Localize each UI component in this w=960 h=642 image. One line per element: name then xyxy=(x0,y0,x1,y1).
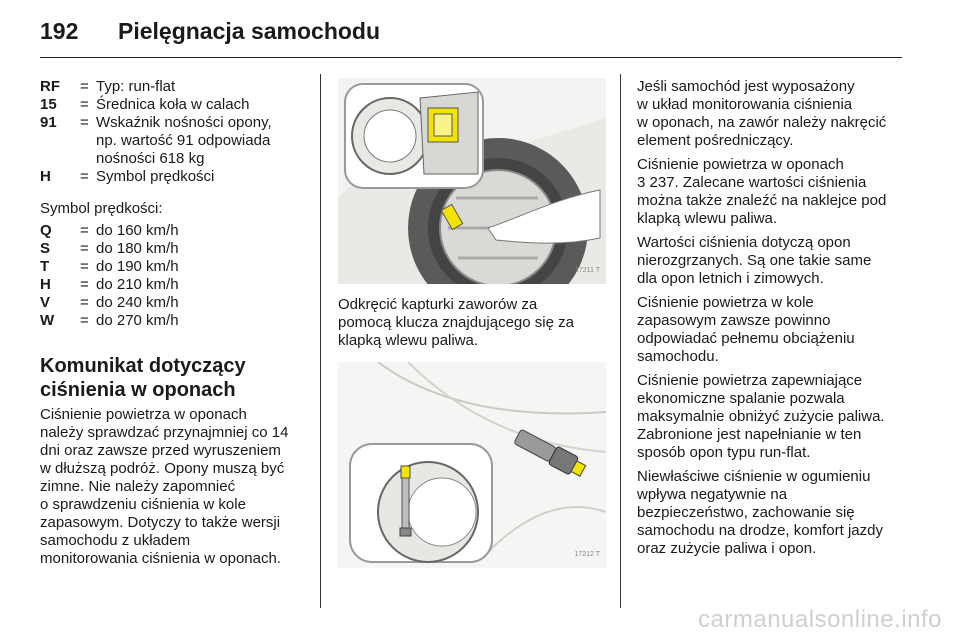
def-desc: do 210 km/h xyxy=(96,276,179,293)
text-line: w układ monitorowania ciśnienia xyxy=(637,96,853,113)
text-line: oraz zużycie paliwa i opon. xyxy=(637,540,817,557)
speed-intro: Symbol prędkości: xyxy=(40,200,163,217)
def-term: T xyxy=(40,258,50,275)
paragraph xyxy=(637,372,907,462)
text-line: Ciśnienie powietrza w oponach xyxy=(637,156,844,173)
def-row xyxy=(40,114,310,168)
text-line: odpowiadać pełnemu obciążeniu xyxy=(637,330,855,347)
def-row xyxy=(40,240,310,258)
text-line: pomocą klucza znajdującego się za xyxy=(338,314,574,331)
def-line: nośności 618 kg xyxy=(96,150,205,167)
def-eq: = xyxy=(80,168,89,185)
text-line: dni oraz zawsze przed wyruszeniem xyxy=(40,442,281,459)
text-line: nierozgrzanych. Są one takie same xyxy=(637,252,872,269)
text-line: można także znaleźć na naklejce pod xyxy=(637,192,887,209)
page-title: Pielęgnacja samochodu xyxy=(118,18,381,44)
column-left xyxy=(40,78,310,568)
def-desc: do 240 km/h xyxy=(96,294,179,311)
paragraph xyxy=(637,468,907,558)
def-desc: do 190 km/h xyxy=(96,258,179,275)
def-desc xyxy=(96,78,310,96)
def-row xyxy=(40,78,310,96)
def-eq: = xyxy=(80,78,89,95)
def-eq: = xyxy=(80,222,89,239)
def-desc xyxy=(96,114,310,168)
text-line: zimne. Nie należy zapomnieć xyxy=(40,478,236,495)
paragraph xyxy=(637,78,907,150)
text-line: Odkręcić kapturki zaworów za xyxy=(338,296,538,313)
def-line: Typ: run-flat xyxy=(96,78,176,95)
text-line: Ciśnienie powietrza w kole xyxy=(637,294,814,311)
text-line: samochodu z układem xyxy=(40,532,191,549)
heading-line: ciśnienia w oponach xyxy=(40,379,236,401)
text-line: ekonomiczne spalanie pozwala xyxy=(637,390,845,407)
tire-code-list xyxy=(40,78,310,186)
def-line: Średnica koła w calach xyxy=(96,96,250,113)
def-term: Q xyxy=(40,222,52,239)
def-term: 91 xyxy=(40,114,57,131)
paragraph xyxy=(637,156,907,228)
text-line: Ciśnienie powietrza w oponach xyxy=(40,406,247,423)
def-row xyxy=(40,168,310,186)
text-line: wpływa negatywnie na xyxy=(637,486,788,503)
figure-code: 17212 T xyxy=(574,551,600,558)
spacer xyxy=(40,330,310,354)
spacer xyxy=(338,350,610,362)
column-right xyxy=(637,78,907,558)
column-middle xyxy=(338,78,610,568)
header-rule xyxy=(40,57,902,58)
def-row xyxy=(40,276,310,294)
text-line: element pośredniczący. xyxy=(637,132,794,149)
paragraph xyxy=(637,294,907,366)
spacer xyxy=(338,284,610,296)
illustration-valve-adapter xyxy=(338,362,606,568)
figure-code: 17211 T xyxy=(574,267,600,274)
page-number: 192 xyxy=(40,18,79,44)
text-line: zapasowym zawsze powinno xyxy=(637,312,831,329)
text-line: dla opon letnich i zimowych. xyxy=(637,270,824,287)
text-line: Jeśli samochód jest wyposażony xyxy=(637,78,855,95)
text-line: o sprawdzeniu ciśnienia w kole xyxy=(40,496,246,513)
def-term: H xyxy=(40,276,51,293)
figure-valve-cap-key xyxy=(338,78,606,284)
def-line: Symbol prędkości xyxy=(96,168,215,185)
def-row xyxy=(40,258,310,276)
def-term: H xyxy=(40,168,51,185)
text-line: klapką wlewu paliwa. xyxy=(338,332,479,349)
paragraph xyxy=(637,234,907,288)
text-line: monitorowania ciśnienia w oponach. xyxy=(40,550,281,567)
def-eq: = xyxy=(80,294,89,311)
def-desc xyxy=(96,168,310,186)
def-row xyxy=(40,294,310,312)
section-heading xyxy=(40,354,310,402)
def-eq: = xyxy=(80,276,89,293)
text-line: sposób opon typu run-flat. xyxy=(637,444,811,461)
def-row xyxy=(40,222,310,240)
def-eq: = xyxy=(80,114,89,131)
spacer xyxy=(40,186,310,200)
text-line: Ciśnienie powietrza zapewniające xyxy=(637,372,863,389)
def-row xyxy=(40,96,310,114)
def-line: np. wartość 91 odpowiada xyxy=(96,132,271,149)
footer-watermark: carmanualsonline.info xyxy=(698,606,942,633)
column-divider xyxy=(620,74,621,608)
def-eq: = xyxy=(80,258,89,275)
text-line: należy sprawdzać przynajmniej co 14 xyxy=(40,424,289,441)
illustration-fuel-flap-key xyxy=(338,78,606,284)
def-term: 15 xyxy=(40,96,57,113)
def-term: W xyxy=(40,312,55,329)
def-eq: = xyxy=(80,240,89,257)
def-eq: = xyxy=(80,312,89,329)
text-line: Wartości ciśnienia dotyczą opon xyxy=(637,234,851,251)
text-line: Niewłaściwe ciśnienie w ogumieniu xyxy=(637,468,871,485)
page-reference-link: 3 237. Zalecane wartości ciśnienia xyxy=(637,174,867,191)
def-term: V xyxy=(40,294,51,311)
def-desc: do 270 km/h xyxy=(96,312,179,329)
text-line: zapasowym. Dotyczy to także wersji xyxy=(40,514,281,531)
speed-symbol-list xyxy=(40,222,310,330)
def-line: Wskaźnik nośności opony, xyxy=(96,114,272,131)
heading-line: Komunikat dotyczący xyxy=(40,355,246,377)
def-term: RF xyxy=(40,78,60,95)
text-line: bezpieczeństwo, zachowanie się xyxy=(637,504,855,521)
text-line: w dłuższą podróż. Opony muszą być xyxy=(40,460,285,477)
def-term: S xyxy=(40,240,51,257)
text-line: maksymalnie obniżyć zużycie paliwa. xyxy=(637,408,885,425)
figure-valve-adapter xyxy=(338,362,606,568)
def-eq: = xyxy=(80,96,89,113)
def-row xyxy=(40,312,310,330)
def-desc xyxy=(96,96,310,114)
section-body xyxy=(40,406,310,568)
text-line: samochodu. xyxy=(637,348,719,365)
def-desc: do 160 km/h xyxy=(96,222,179,239)
column-divider xyxy=(320,74,321,608)
text-line: klapką wlewu paliwa. xyxy=(637,210,778,227)
def-desc: do 180 km/h xyxy=(96,240,179,257)
text-line: samochodu na drodze, komfort jazdy xyxy=(637,522,883,539)
text-line: w oponach, na zawór należy nakręcić xyxy=(637,114,887,131)
figure-caption xyxy=(338,296,610,350)
text-line: Zabronione jest napełnianie w ten xyxy=(637,426,862,443)
